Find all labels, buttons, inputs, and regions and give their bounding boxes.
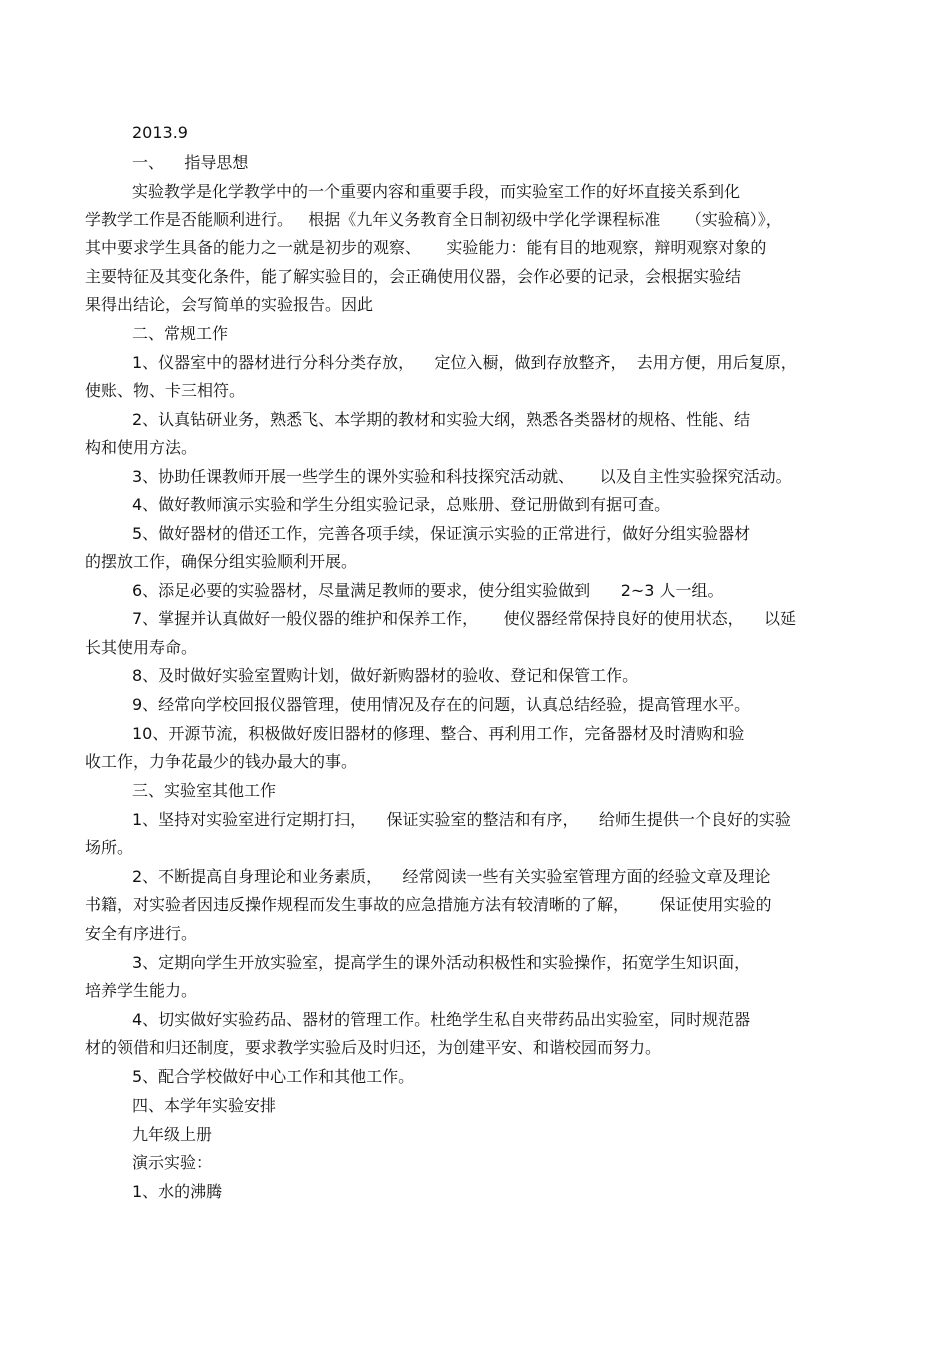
list-item-line: 收工作，力争花最少的钱办最大的事。 [85, 752, 358, 771]
paragraph-line: 其中要求学生具备的能力之一就是初步的观察、 实验能力：能有目的地观察，辩明观察对象的 [85, 238, 767, 257]
list-item-line: 书籍，对实验者因违反操作规程而发生事故的应急措施方法有较清晰的了解， 保证使用实验的 [85, 895, 772, 914]
list-item-line: 3、协助任课教师开展一些学生的课外实验和科技探究活动就、 以及自主性实验探究活动。 [132, 467, 792, 486]
list-item-line: 2、认真钻研业务，熟悉飞、本学期的教材和实验大纲，熟悉各类器材的规格、性能、结 [132, 410, 751, 429]
list-item-line: 2、不断提高自身理论和业务素质， 经常阅读一些有关实验室管理方面的经验文章及理论 [132, 867, 771, 886]
grade-label: 九年级上册 [132, 1125, 213, 1144]
paragraph-line: 学教学工作是否能顺利进行。 根据《九年义务教育全日制初级中学化学课程标准 （实验稿）》， [85, 210, 782, 229]
list-item-line: 1、仪器室中的器材进行分科分类存放， 定位入橱，做到存放整齐， 去用方便，用后复原， [132, 353, 797, 372]
document-date: 2013.9 [132, 123, 188, 142]
section-heading-routine-work: 二、常规工作 [132, 324, 229, 343]
list-item-line: 长其使用寿命。 [85, 638, 198, 657]
list-item-line: 构和使用方法。 [85, 438, 198, 457]
list-item-line: 安全有序进行。 [85, 924, 198, 943]
list-item-line: 场所。 [85, 838, 134, 857]
list-item-line: 培养学生能力。 [85, 981, 198, 1000]
list-item-line: 材的领借和归还制度，要求教学实验后及时归还，为创建平安、和谐校园而努力。 [85, 1038, 662, 1057]
list-item-line: 使账、物、卡三相符。 [85, 381, 246, 400]
list-item-line: 3、定期向学生开放实验室，提高学生的课外活动积极性和实验操作，拓宽学生知识面， [132, 953, 751, 972]
section-heading-annual-experiments: 四、本学年实验安排 [132, 1096, 277, 1115]
list-item-line: 8、及时做好实验室置购计划，做好新购器材的验收、登记和保管工作。 [132, 666, 639, 685]
list-item-line: 4、切实做好实验药品、器材的管理工作。杜绝学生私自夹带药品出实验室，同时规范器 [132, 1010, 751, 1029]
list-item-line: 5、配合学校做好中心工作和其他工作。 [132, 1067, 415, 1086]
demo-experiment-label: 演示实验： [132, 1153, 213, 1172]
list-item-line: 10、开源节流，积极做好废旧器材的修理、整合、再利用工作，完备器材及时清购和验 [132, 724, 745, 743]
paragraph-line: 果得出结论，会写简单的实验报告。因此 [85, 295, 374, 314]
list-item-line: 5、做好器材的借还工作，完善各项手续，保证演示实验的正常进行，做好分组实验器材 [132, 524, 751, 543]
paragraph-line: 实验教学是化学教学中的一个重要内容和重要手段，而实验室工作的好坏直接关系到化 [132, 182, 741, 201]
list-item-line: 的摆放工作，确保分组实验顺利开展。 [85, 552, 358, 571]
list-item-line: 7、掌握并认真做好一般仪器的维护和保养工作， 使仪器经常保持良好的使用状态， 以延 [132, 609, 796, 628]
list-item-line: 9、经常向学校回报仪器管理，使用情况及存在的问题，认真总结经验，提高管理水平。 [132, 695, 751, 714]
list-item-line: 1、坚持对实验室进行定期打扫， 保证实验室的整洁和有序， 给师生提供一个良好的实验 [132, 810, 791, 829]
section-heading-other-lab-work: 三、实验室其他工作 [132, 781, 277, 800]
demo-experiment-item: 1、水的沸腾 [132, 1182, 223, 1201]
list-item-line: 6、添足必要的实验器材，尽量满足教师的要求，使分组实验做到 2~3 人一组。 [132, 581, 724, 600]
list-item-line: 4、做好教师演示实验和学生分组实验记录，总账册、登记册做到有据可查。 [132, 495, 671, 514]
paragraph-line: 主要特征及其变化条件，能了解实验目的，会正确使用仪器，会作必要的记录，会根据实验结 [85, 267, 742, 286]
section-heading-guiding-thought: 一、 指导思想 [132, 153, 249, 172]
